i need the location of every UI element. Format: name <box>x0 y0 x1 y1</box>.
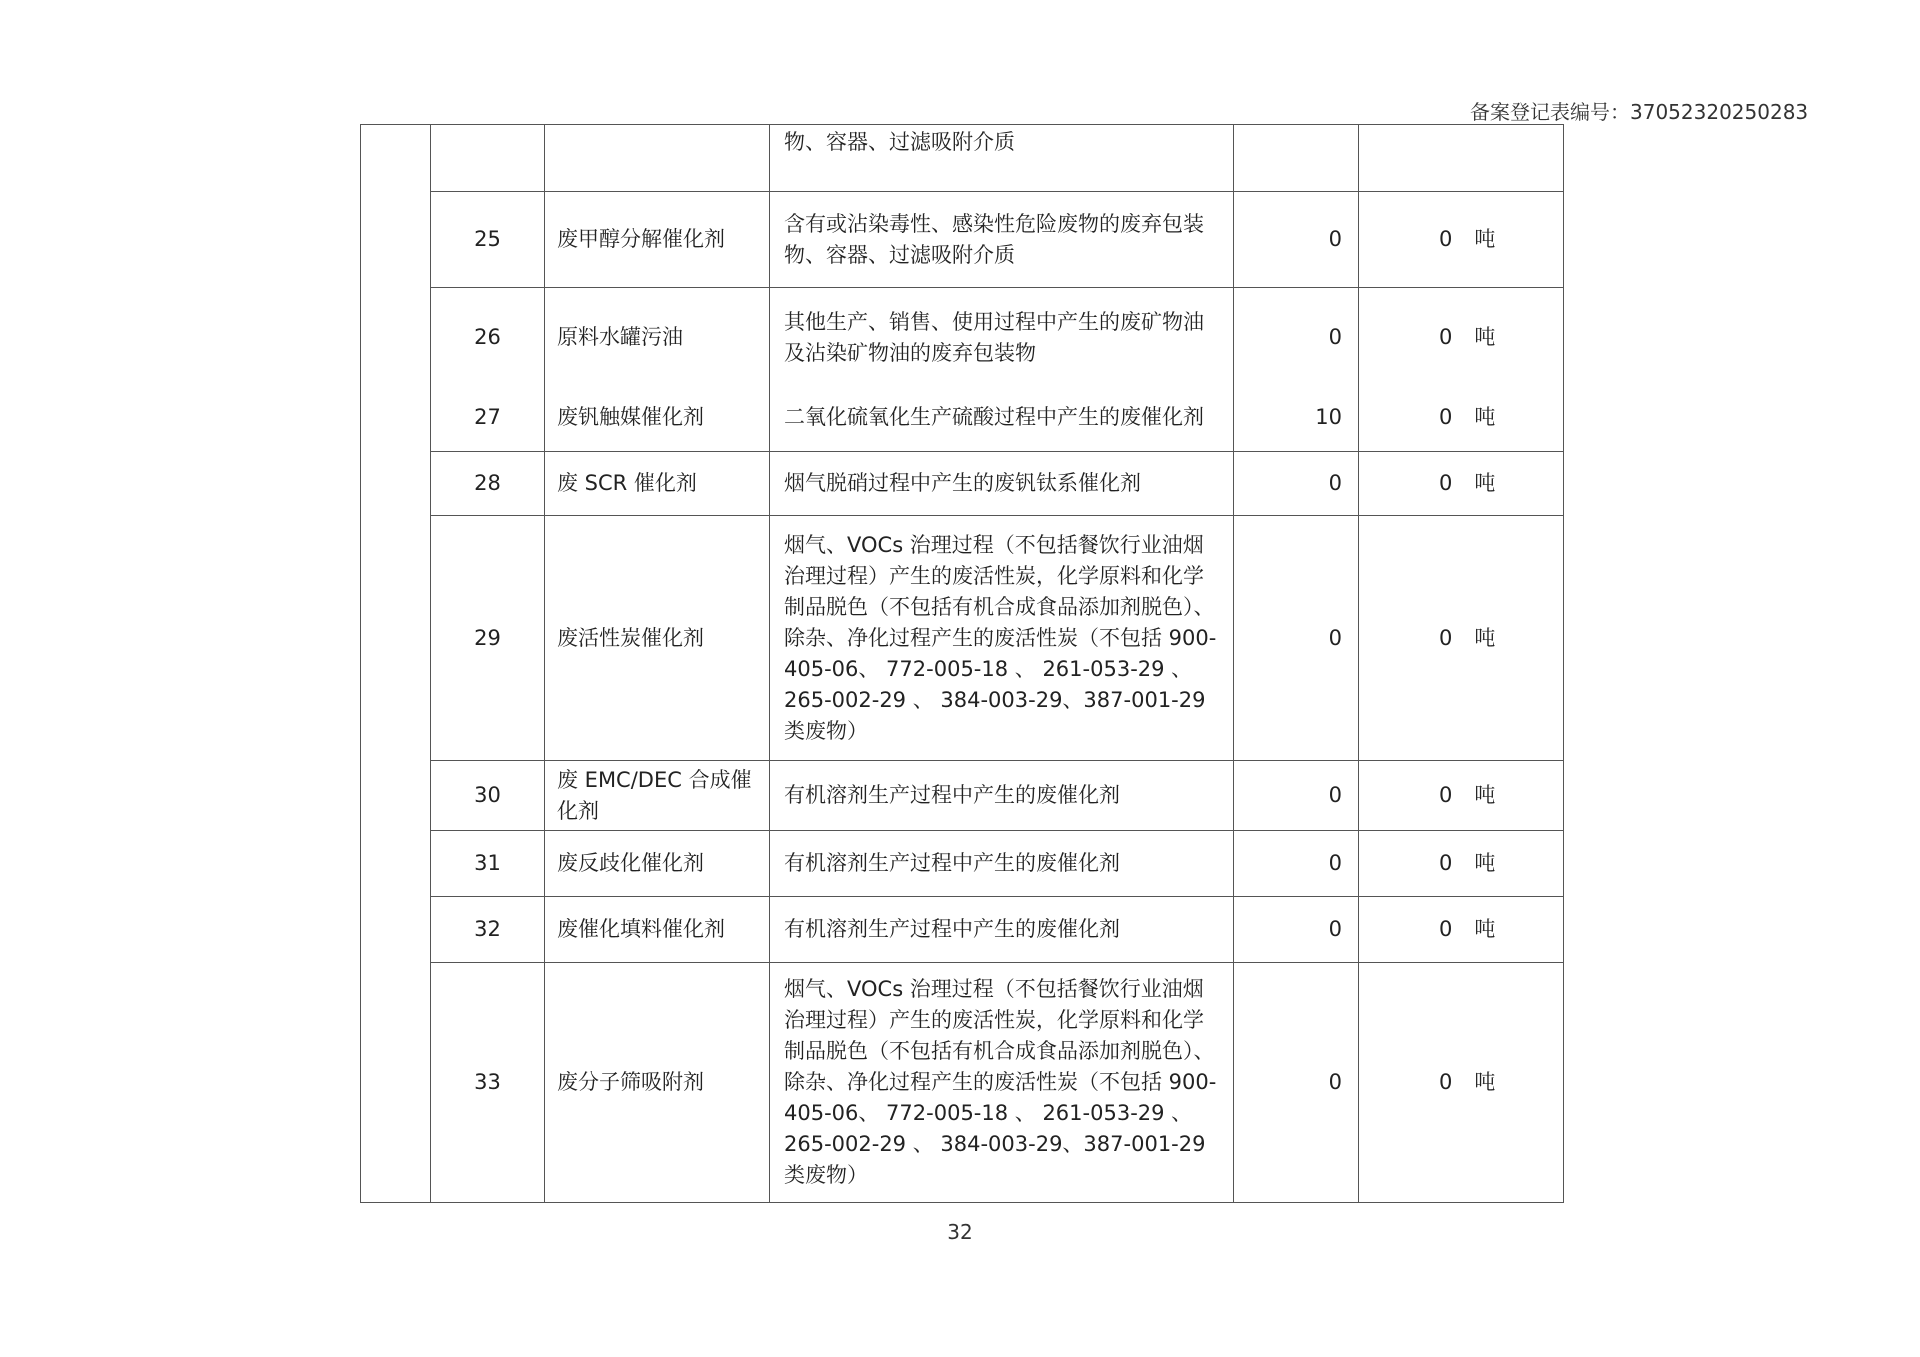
row-number: 25 <box>431 192 545 288</box>
quantity-2: 0 吨 <box>1359 452 1564 516</box>
waste-description: 有机溶剂生产过程中产生的废催化剂 <box>770 897 1234 963</box>
waste-name: 废催化填料催化剂 <box>545 897 770 963</box>
quantity-1: 0 <box>1234 452 1359 516</box>
unit-label: 吨 <box>1474 1070 1496 1094</box>
quantity-2: 0 吨 <box>1359 831 1564 897</box>
category-cell <box>361 125 431 1203</box>
table-row <box>361 831 1564 897</box>
waste-name: 废分子筛吸附剂 <box>545 963 770 1203</box>
row-number: 28 <box>431 452 545 516</box>
unit-label: 吨 <box>1474 917 1496 941</box>
quantity-2-pair: 0 吨 0 吨 <box>1359 288 1564 452</box>
waste-description: 物、容器、过滤吸附介质 <box>770 125 1234 192</box>
waste-description: 烟气脱硝过程中产生的废钒钛系催化剂 <box>770 452 1234 516</box>
table-row <box>361 192 1564 288</box>
waste-name: 废反歧化催化剂 <box>545 831 770 897</box>
table-row <box>361 897 1564 963</box>
waste-name: 废活性炭催化剂 <box>545 516 770 761</box>
waste-name: 废 SCR 催化剂 <box>545 452 770 516</box>
unit-label: 吨 <box>1474 227 1496 251</box>
waste-name: 废甲醇分解催化剂 <box>545 192 770 288</box>
registration-number: 备案登记表编号：37052320250283 <box>1470 100 1809 124</box>
waste-description: 烟气、VOCs 治理过程（不包括餐饮行业油烟治理过程）产生的废活性炭，化学原料和化学制品脱色（不包括有机合成食品添加剂脱色）、除杂、净化过程产生的废活性炭（不包括 900-405-06、 772-005-18 、 261-053-29 、 265-002-29 、 384-003-29、387-001-29 类废物） <box>770 963 1234 1203</box>
row-number: 31 <box>431 831 545 897</box>
waste-catalyst-table <box>360 124 1564 1203</box>
quantity-2 <box>1359 125 1564 192</box>
quantity-2: 0 吨 <box>1359 963 1564 1203</box>
unit-label: 吨 <box>1474 625 1496 650</box>
waste-description-pair: 其他生产、销售、使用过程中产生的废矿物油 及沾染矿物油的废弃包装物 二氧化硫氧化生产硫酸过程中产生的废催化剂 <box>770 288 1234 452</box>
quantity-1: 0 <box>1234 831 1359 897</box>
quantity-1: 0 <box>1234 963 1359 1203</box>
table-row <box>361 761 1564 831</box>
quantity-1: 0 <box>1234 192 1359 288</box>
waste-description: 有机溶剂生产过程中产生的废催化剂 <box>770 831 1234 897</box>
row-number <box>431 125 545 192</box>
row-number: 30 <box>431 761 545 831</box>
table-row <box>361 452 1564 516</box>
quantity-1: 0 <box>1234 897 1359 963</box>
table-row <box>361 125 1564 192</box>
unit-label: 吨 <box>1474 325 1496 349</box>
waste-description: 有机溶剂生产过程中产生的废催化剂 <box>770 761 1234 831</box>
unit-label: 吨 <box>1474 851 1496 875</box>
quantity-1: 0 <box>1234 516 1359 761</box>
unit-label: 吨 <box>1474 471 1496 495</box>
quantity-2: 0 吨 <box>1359 761 1564 831</box>
waste-description: 烟气、VOCs 治理过程（不包括餐饮行业油烟治理过程）产生的废活性炭，化学原料和化学制品脱色（不包括有机合成食品添加剂脱色）、除杂、净化过程产生的废活性炭（不包括 900-405-06、 772-005-18 、 261-053-29 、 265-002-29 、 384-003-29、387-001-29 类废物） <box>770 516 1234 761</box>
row-number: 29 <box>431 516 545 761</box>
quantity-1 <box>1234 125 1359 192</box>
row-number: 32 <box>431 897 545 963</box>
quantity-2: 0 吨 <box>1359 516 1564 761</box>
table-row-group <box>361 288 1564 452</box>
waste-name-pair: 原料水罐污油 废钒触媒催化剂 <box>545 288 770 452</box>
waste-name: 废 EMC/DEC 合成催化剂 <box>545 761 770 831</box>
page-number: 32 <box>947 1220 973 1244</box>
table-row <box>361 516 1564 761</box>
unit-label: 吨 <box>1474 783 1496 807</box>
table-row <box>361 963 1564 1203</box>
quantity-1-pair: 0 10 <box>1234 288 1359 452</box>
row-number-pair: 26 27 <box>431 288 545 452</box>
row-number: 33 <box>431 963 545 1203</box>
quantity-1: 0 <box>1234 761 1359 831</box>
waste-description: 含有或沾染毒性、感染性危险废物的废弃包装 物、容器、过滤吸附介质 <box>770 192 1234 288</box>
waste-name <box>545 125 770 192</box>
unit-label: 吨 <box>1474 404 1496 429</box>
quantity-2: 0 吨 <box>1359 897 1564 963</box>
quantity-2: 0 吨 <box>1359 192 1564 288</box>
